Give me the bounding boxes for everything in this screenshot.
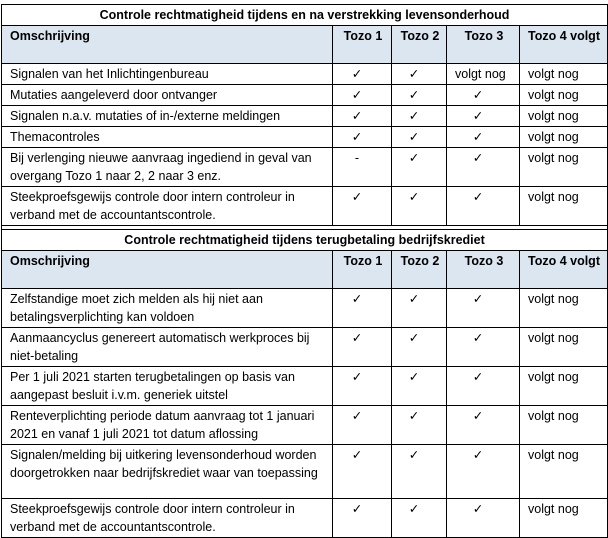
checkmark-icon: ✓ xyxy=(392,499,447,538)
checkmark-icon: ✓ xyxy=(392,127,447,148)
column-header-tozo-1: Tozo 1 xyxy=(333,26,392,64)
table-row xyxy=(2,127,608,148)
checkmark-icon: ✓ xyxy=(392,406,447,445)
status-cell: volgt nog xyxy=(520,328,608,367)
table-body xyxy=(2,5,608,538)
dash-cell: - xyxy=(333,148,392,187)
status-cell: volgt nog xyxy=(520,445,608,499)
column-header-tozo-2: Tozo 2 xyxy=(392,26,447,64)
status-cell: volgt nog xyxy=(520,85,608,106)
checkmark-icon: ✓ xyxy=(447,367,520,406)
checkmark-icon: ✓ xyxy=(447,148,520,187)
status-cell: volgt nog xyxy=(520,64,608,85)
checkmark-icon: ✓ xyxy=(333,106,392,127)
column-header-tozo-3: Tozo 3 xyxy=(447,26,520,64)
table-row xyxy=(2,406,608,445)
rechtmatigheid-table xyxy=(1,4,608,538)
checkmark-icon: ✓ xyxy=(392,85,447,106)
column-header-tozo-4: Tozo 4 volgt xyxy=(520,26,608,64)
table-row xyxy=(2,328,608,367)
description-cell: Signalen n.a.v. mutaties of in-/externe meldingen xyxy=(2,106,333,127)
table-row xyxy=(2,367,608,406)
description-cell: Renteverplichting periode datum aanvraag tot 1 januari 2021 en vanaf 1 juli 2021 tot datum aflossing xyxy=(2,406,333,445)
checkmark-icon: ✓ xyxy=(333,127,392,148)
description-cell: Mutaties aangeleverd door ontvanger xyxy=(2,85,333,106)
checkmark-icon: ✓ xyxy=(333,85,392,106)
checkmark-icon: ✓ xyxy=(392,64,447,85)
checkmark-icon: ✓ xyxy=(447,187,520,226)
checkmark-icon: ✓ xyxy=(447,85,520,106)
status-cell: volgt nog xyxy=(520,127,608,148)
checkmark-icon: ✓ xyxy=(333,499,392,538)
table-row xyxy=(2,499,608,538)
description-cell: Aanmaancyclus genereert automatisch werkproces bij niet-betaling xyxy=(2,328,333,367)
status-cell: volgt nog xyxy=(520,148,608,187)
checkmark-icon: ✓ xyxy=(333,406,392,445)
checkmark-icon: ✓ xyxy=(447,328,520,367)
header-row xyxy=(2,26,608,64)
description-cell: Per 1 juli 2021 starten terugbetalingen op basis van aangepast besluit i.v.m. generiek uitstel xyxy=(2,367,333,406)
description-cell: Steekproefsgewijs controle door intern controleur in verband met de accountantscontrole. xyxy=(2,499,333,538)
section-title-row xyxy=(2,5,608,26)
checkmark-icon: ✓ xyxy=(447,445,520,499)
header-row xyxy=(2,251,608,289)
checkmark-icon: ✓ xyxy=(333,367,392,406)
status-cell: volgt nog xyxy=(520,289,608,328)
checkmark-icon: ✓ xyxy=(392,328,447,367)
checkmark-icon: ✓ xyxy=(333,328,392,367)
description-cell: Signalen van het Inlichtingenbureau xyxy=(2,64,333,85)
status-cell: volgt nog xyxy=(520,499,608,538)
checkmark-icon: ✓ xyxy=(392,148,447,187)
checkmark-icon: ✓ xyxy=(333,445,392,499)
table-row xyxy=(2,289,608,328)
description-cell: Themacontroles xyxy=(2,127,333,148)
checkmark-icon: ✓ xyxy=(447,406,520,445)
section-title-row xyxy=(2,230,608,251)
table-row xyxy=(2,85,608,106)
column-header-tozo-1: Tozo 1 xyxy=(333,251,392,289)
table-row xyxy=(2,148,608,187)
table-row xyxy=(2,106,608,127)
column-header-tozo-3: Tozo 3 xyxy=(447,251,520,289)
checkmark-icon: ✓ xyxy=(392,445,447,499)
checkmark-icon: ✓ xyxy=(392,187,447,226)
description-cell: Zelfstandige moet zich melden als hij niet aan betalingsverplichting kan voldoen xyxy=(2,289,333,328)
section-title: Controle rechtmatigheid tijdens terugbetaling bedrijfskrediet xyxy=(2,230,608,251)
checkmark-icon: ✓ xyxy=(392,106,447,127)
description-cell: Bij verlenging nieuwe aanvraag ingediend in geval van overgang Tozo 1 naar 2, 2 naar 3 enz. xyxy=(2,148,333,187)
description-cell: Signalen/melding bij uitkering levensonderhoud worden doorgetrokken naar bedrijfskrediet waar van toepassing xyxy=(2,445,333,499)
checkmark-icon: ✓ xyxy=(333,187,392,226)
column-header-tozo-4: Tozo 4 volgt xyxy=(520,251,608,289)
column-header-tozo-2: Tozo 2 xyxy=(392,251,447,289)
checkmark-icon: ✓ xyxy=(392,367,447,406)
checkmark-icon: ✓ xyxy=(333,64,392,85)
column-header-omschrijving: Omschrijving xyxy=(2,26,333,64)
checkmark-icon: ✓ xyxy=(447,106,520,127)
status-cell: volgt nog xyxy=(520,187,608,226)
status-cell: volgt nog xyxy=(520,106,608,127)
checkmark-icon: ✓ xyxy=(333,289,392,328)
description-cell: Steekproefsgewijs controle door intern controleur in verband met de accountantscontrole. xyxy=(2,187,333,226)
table-row xyxy=(2,64,608,85)
checkmark-icon: ✓ xyxy=(392,289,447,328)
checkmark-icon: ✓ xyxy=(447,289,520,328)
status-cell: volgt nog xyxy=(520,367,608,406)
table-row xyxy=(2,187,608,226)
table-row xyxy=(2,445,608,499)
checkmark-icon: ✓ xyxy=(447,499,520,538)
checkmark-icon: ✓ xyxy=(447,127,520,148)
status-cell: volgt nog xyxy=(520,406,608,445)
column-header-omschrijving: Omschrijving xyxy=(2,251,333,289)
status-cell: volgt nog xyxy=(447,64,520,85)
section-title: Controle rechtmatigheid tijdens en na verstrekking levensonderhoud xyxy=(2,5,608,26)
